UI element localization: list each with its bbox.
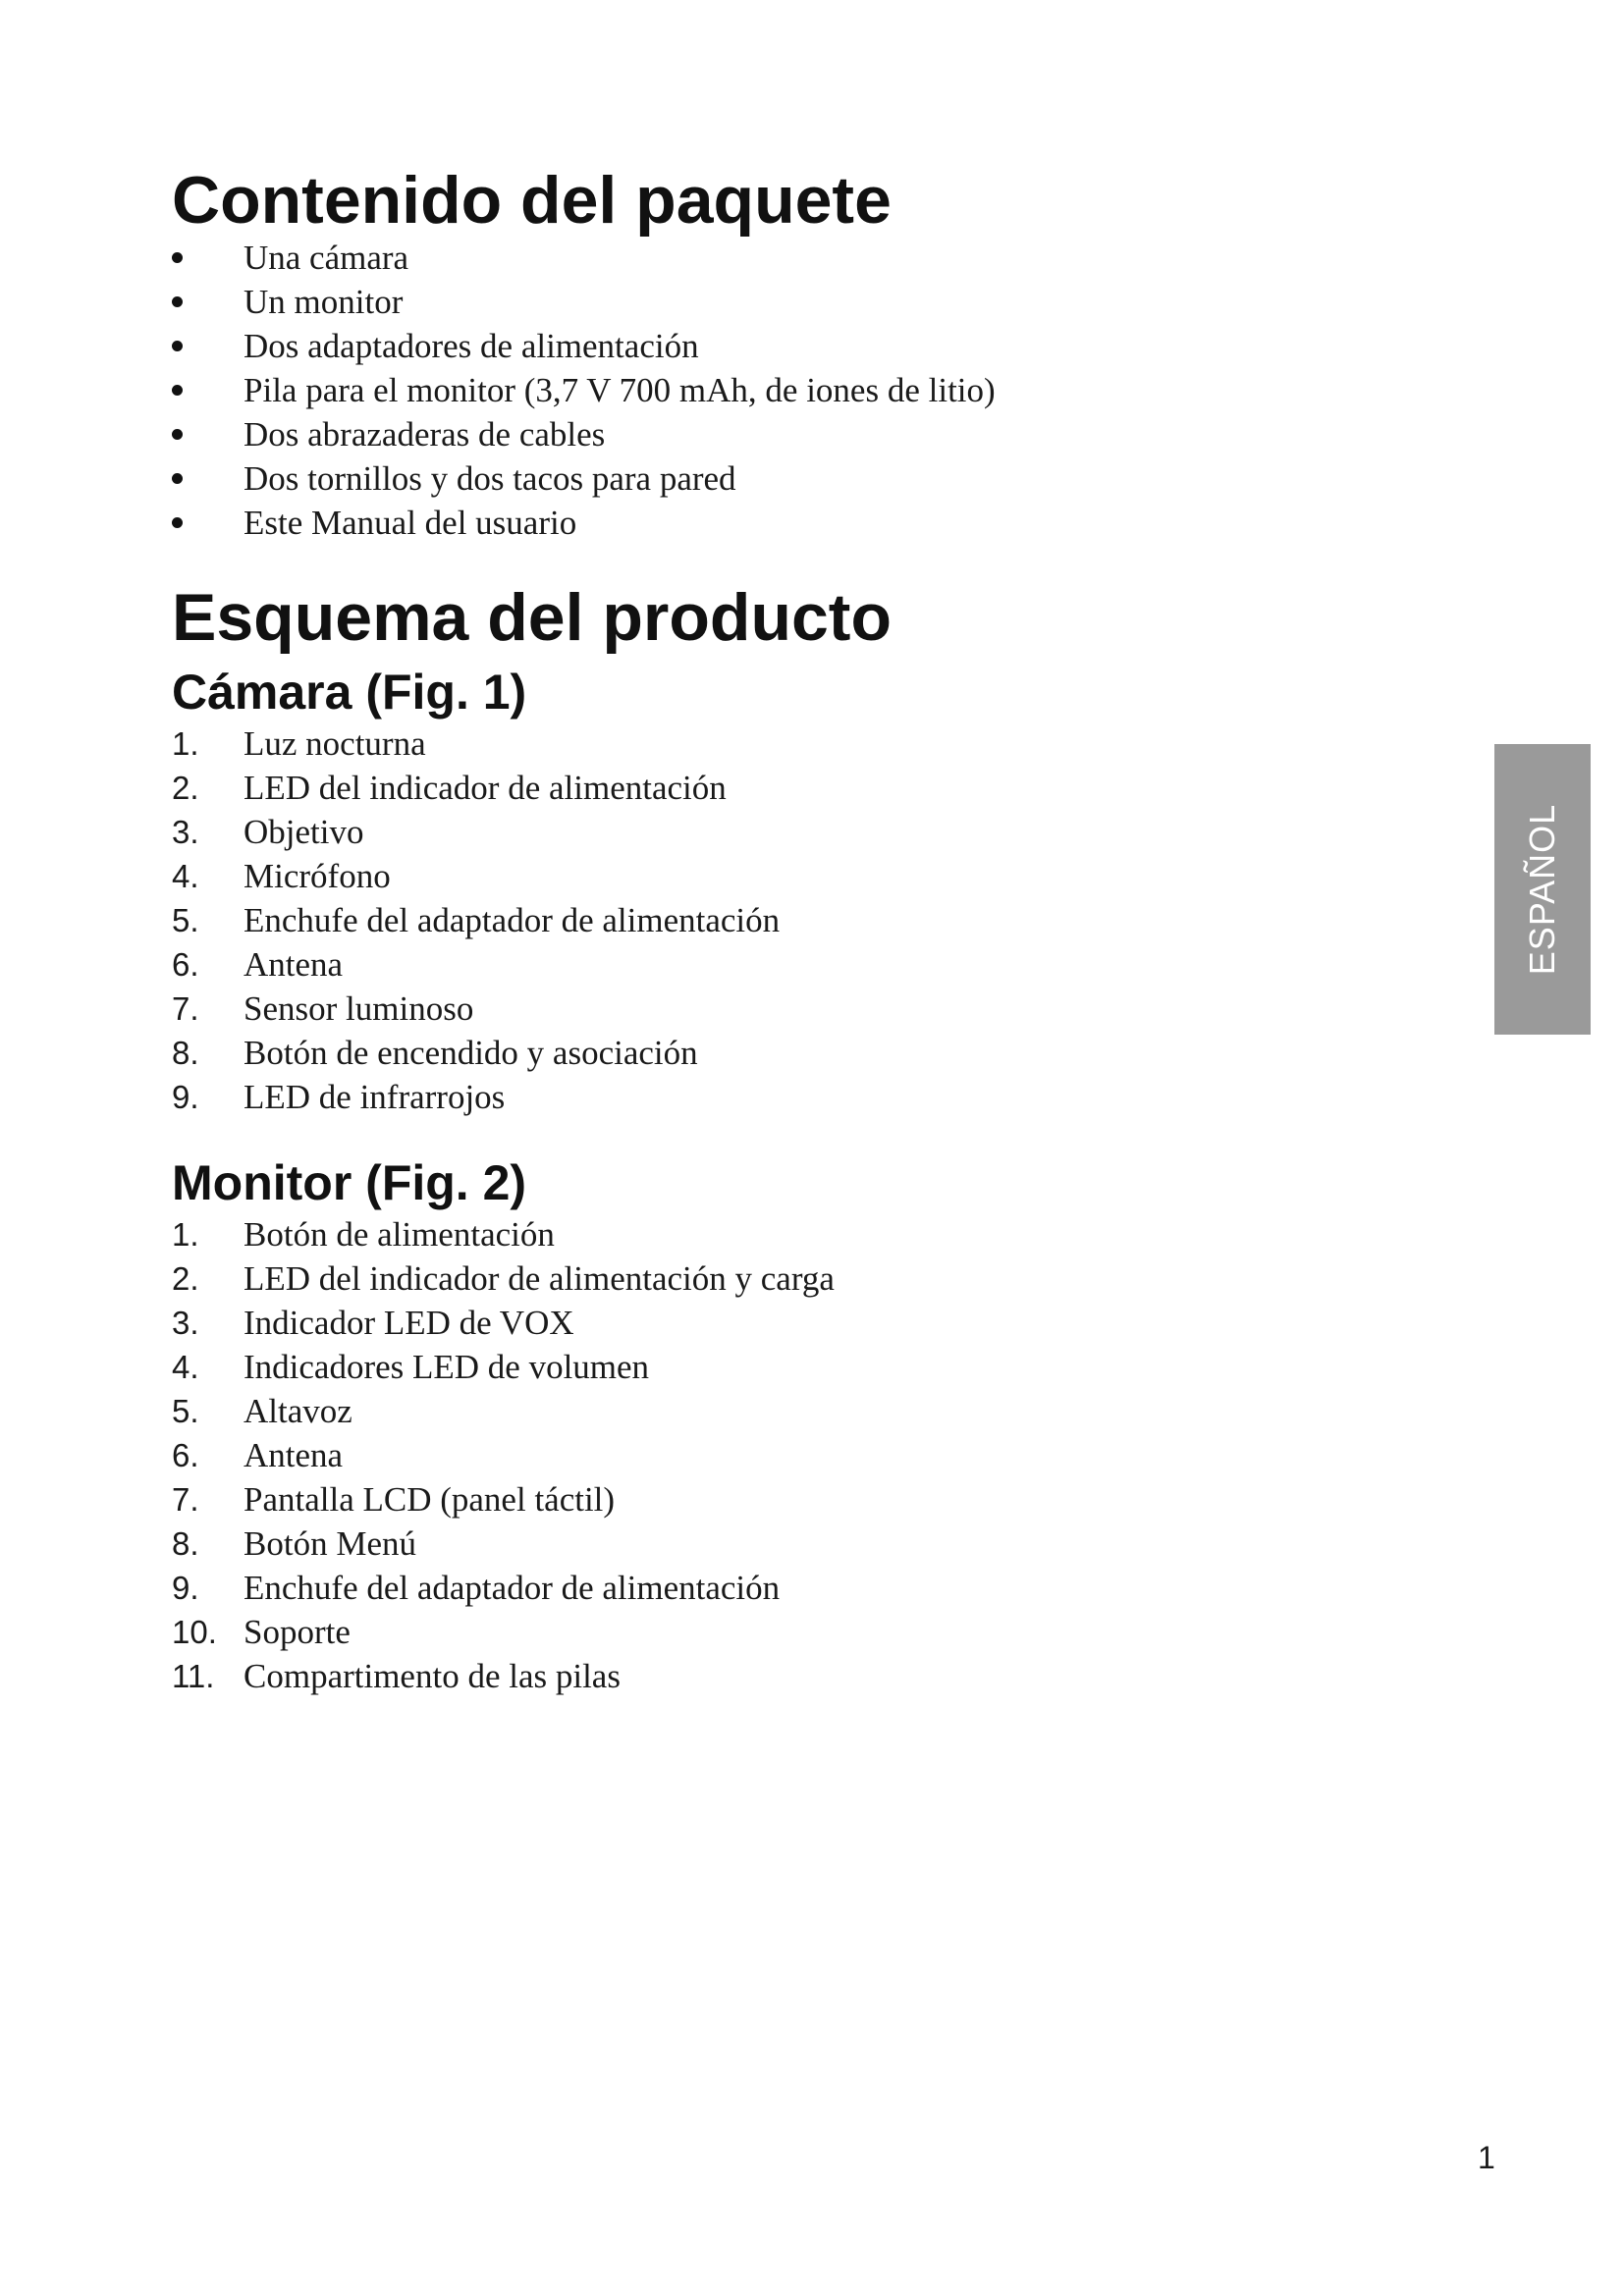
monitor-heading: Monitor (Fig. 2) bbox=[172, 1155, 527, 1210]
bullet-icon bbox=[172, 517, 183, 528]
bullet-icon bbox=[172, 296, 183, 307]
product-overview-heading: Esquema del producto bbox=[172, 580, 892, 655]
manual-page: Contenido del paquete Una cámara Un monitor Dos adaptadores de alimentación Pila para el monitor (3,7 V 700 mAh, de iones de litio) Dos abrazaderas de cables Dos tornillos y dos tacos para pared Este Manual del usuario Esquema del producto Cámara (Fig. 1) 1. Luz nocturna 2. LED del indicador de alimentación 3. Objetivo 4. Micrófono 5. Enchufe del adaptador de alimentación 6. Antena 7. Sensor luminoso 8. Botón de encendido y asociación 9. LED de infrarrojos Monitor (Fig. 2) 1. Botón de alimentación 2. LED del indicador de alimentación y carga 3. Indicador LED de VOX 4. Indicadores LED de volumen 5. Altavoz 6. Antena 7. Pantalla LCD (panel táctil) 8. Botón Menú 9. Enchufe del adaptador de alimentación 10. Soporte 11. Compartimento de las pilas ESPAÑOL 1 bbox=[0, 0, 1624, 2296]
bullet-icon bbox=[172, 473, 183, 484]
bullet-icon bbox=[172, 252, 183, 263]
package-contents-heading: Contenido del paquete bbox=[172, 163, 892, 238]
bullet-icon bbox=[172, 429, 183, 440]
page-number: 1 bbox=[1478, 2140, 1495, 2175]
bullet-icon bbox=[172, 385, 183, 396]
bullet-icon bbox=[172, 341, 183, 351]
language-tab bbox=[1494, 744, 1591, 1035]
language-tab-label: ESPAÑOL bbox=[1522, 803, 1562, 976]
camera-heading: Cámara (Fig. 1) bbox=[172, 665, 527, 720]
